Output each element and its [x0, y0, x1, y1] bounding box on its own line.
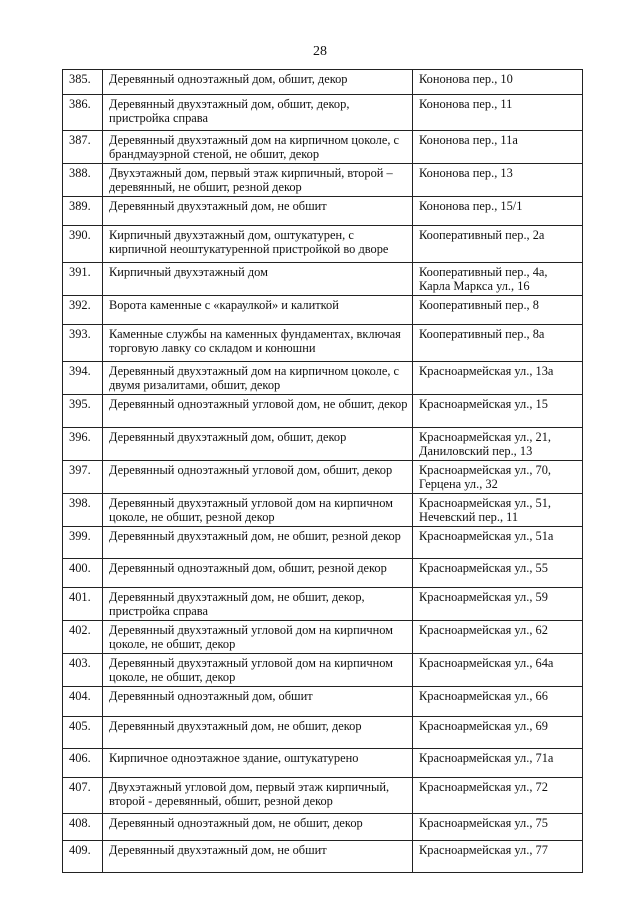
object-description-cell: Деревянный одноэтажный угловой дом, не обшит, декор	[103, 395, 413, 428]
object-address-cell: Красноармейская ул., 72	[413, 778, 583, 814]
object-address-cell: Кооперативный пер., 8	[413, 296, 583, 325]
table-row	[63, 494, 583, 527]
row-number-cell: 392.	[63, 296, 103, 325]
object-description-cell: Деревянный двухэтажный дом, не обшит, декор	[103, 717, 413, 749]
object-description-cell: Деревянный одноэтажный дом, обшит, декор	[103, 70, 413, 95]
table-row	[63, 197, 583, 226]
table-row	[63, 749, 583, 778]
object-address-cell: Красноармейская ул., 77	[413, 841, 583, 873]
row-number-cell: 394.	[63, 362, 103, 395]
table-row	[63, 588, 583, 621]
row-number-cell: 402.	[63, 621, 103, 654]
row-number-cell: 386.	[63, 95, 103, 131]
row-number-cell: 397.	[63, 461, 103, 494]
row-number-cell: 408.	[63, 814, 103, 841]
table-row	[63, 717, 583, 749]
object-address-cell: Красноармейская ул., 51а	[413, 527, 583, 559]
object-description-cell: Кирпичный двухэтажный дом, оштукатурен, с кирпичной неоштукатуренной пристройкой во дворе	[103, 226, 413, 263]
table-row	[63, 428, 583, 461]
object-address-cell: Красноармейская ул., 70, Герцена ул., 32	[413, 461, 583, 494]
object-address-cell: Красноармейская ул., 51, Нечевский пер., 11	[413, 494, 583, 527]
object-address-cell: Красноармейская ул., 15	[413, 395, 583, 428]
row-number-cell: 390.	[63, 226, 103, 263]
object-address-cell: Красноармейская ул., 62	[413, 621, 583, 654]
object-address-cell: Кооперативный пер., 8а	[413, 325, 583, 362]
table-row	[63, 841, 583, 873]
object-description-cell: Деревянный двухэтажный угловой дом на кирпичном цоколе, не обшит, резной декор	[103, 494, 413, 527]
object-description-cell: Ворота каменные с «караулкой» и калиткой	[103, 296, 413, 325]
row-number-cell: 393.	[63, 325, 103, 362]
object-address-cell: Красноармейская ул., 13а	[413, 362, 583, 395]
page-number: 28	[313, 44, 327, 59]
object-address-cell: Красноармейская ул., 69	[413, 717, 583, 749]
row-number-cell: 407.	[63, 778, 103, 814]
object-description-cell: Двухэтажный дом, первый этаж кирпичный, второй – деревянный, не обшит, резной декор	[103, 164, 413, 197]
object-address-cell: Кононова пер., 11а	[413, 131, 583, 164]
object-description-cell: Деревянный двухэтажный дом, не обшит	[103, 841, 413, 873]
object-description-cell: Деревянный двухэтажный дом, не обшит	[103, 197, 413, 226]
object-address-cell: Кононова пер., 11	[413, 95, 583, 131]
table-row	[63, 687, 583, 717]
table-row	[63, 325, 583, 362]
row-number-cell: 405.	[63, 717, 103, 749]
object-address-cell: Кононова пер., 15/1	[413, 197, 583, 226]
table-row	[63, 621, 583, 654]
object-description-cell: Деревянный одноэтажный дом, обшит	[103, 687, 413, 717]
table-row	[63, 814, 583, 841]
heritage-registry-table	[62, 69, 583, 873]
object-address-cell: Красноармейская ул., 21, Даниловский пер., 13	[413, 428, 583, 461]
row-number-cell: 398.	[63, 494, 103, 527]
row-number-cell: 403.	[63, 654, 103, 687]
object-address-cell: Красноармейская ул., 71а	[413, 749, 583, 778]
row-number-cell: 389.	[63, 197, 103, 226]
row-number-cell: 388.	[63, 164, 103, 197]
object-description-cell: Двухэтажный угловой дом, первый этаж кирпичный, второй - деревянный, обшит, резной декор	[103, 778, 413, 814]
object-description-cell: Деревянный двухэтажный дом, обшит, декор, пристройка справа	[103, 95, 413, 131]
table-row	[63, 395, 583, 428]
object-description-cell: Кирпичный двухэтажный дом	[103, 263, 413, 296]
object-address-cell: Кооперативный пер., 4а, Карла Маркса ул., 16	[413, 263, 583, 296]
row-number-cell: 396.	[63, 428, 103, 461]
table-row	[63, 362, 583, 395]
table-row	[63, 226, 583, 263]
row-number-cell: 399.	[63, 527, 103, 559]
table-row	[63, 131, 583, 164]
object-address-cell: Красноармейская ул., 66	[413, 687, 583, 717]
object-description-cell: Каменные службы на каменных фундаментах, включая торговую лавку со складом и конюшни	[103, 325, 413, 362]
object-address-cell: Красноармейская ул., 75	[413, 814, 583, 841]
object-description-cell: Деревянный двухэтажный дом на кирпичном цоколе, с двумя ризалитами, обшит, декор	[103, 362, 413, 395]
row-number-cell: 404.	[63, 687, 103, 717]
table-row	[63, 95, 583, 131]
row-number-cell: 387.	[63, 131, 103, 164]
table-row	[63, 296, 583, 325]
table-row	[63, 654, 583, 687]
table-row	[63, 461, 583, 494]
object-description-cell: Деревянный двухэтажный дом, не обшит, декор, пристройка справа	[103, 588, 413, 621]
row-number-cell: 400.	[63, 559, 103, 588]
table-row	[63, 164, 583, 197]
row-number-cell: 401.	[63, 588, 103, 621]
object-description-cell: Кирпичное одноэтажное здание, оштукатурено	[103, 749, 413, 778]
object-address-cell: Кононова пер., 13	[413, 164, 583, 197]
object-address-cell: Красноармейская ул., 64а	[413, 654, 583, 687]
object-address-cell: Кооперативный пер., 2а	[413, 226, 583, 263]
object-description-cell: Деревянный одноэтажный дом, обшит, резной декор	[103, 559, 413, 588]
row-number-cell: 409.	[63, 841, 103, 873]
object-description-cell: Деревянный двухэтажный угловой дом на кирпичном цоколе, не обшит, декор	[103, 621, 413, 654]
object-description-cell: Деревянный двухэтажный дом, обшит, декор	[103, 428, 413, 461]
table-row	[63, 263, 583, 296]
row-number-cell: 385.	[63, 70, 103, 95]
row-number-cell: 406.	[63, 749, 103, 778]
object-description-cell: Деревянный двухэтажный дом, не обшит, резной декор	[103, 527, 413, 559]
table-row	[63, 559, 583, 588]
object-description-cell: Деревянный двухэтажный дом на кирпичном цоколе, с брандмауэрной стеной, не обшит, декор	[103, 131, 413, 164]
object-description-cell: Деревянный двухэтажный угловой дом на кирпичном цоколе, не обшит, декор	[103, 654, 413, 687]
row-number-cell: 391.	[63, 263, 103, 296]
table-row	[63, 778, 583, 814]
object-address-cell: Красноармейская ул., 59	[413, 588, 583, 621]
table-row	[63, 70, 583, 95]
object-address-cell: Кононова пер., 10	[413, 70, 583, 95]
object-address-cell: Красноармейская ул., 55	[413, 559, 583, 588]
table-row	[63, 527, 583, 559]
object-description-cell: Деревянный одноэтажный дом, не обшит, декор	[103, 814, 413, 841]
object-description-cell: Деревянный одноэтажный угловой дом, обшит, декор	[103, 461, 413, 494]
row-number-cell: 395.	[63, 395, 103, 428]
